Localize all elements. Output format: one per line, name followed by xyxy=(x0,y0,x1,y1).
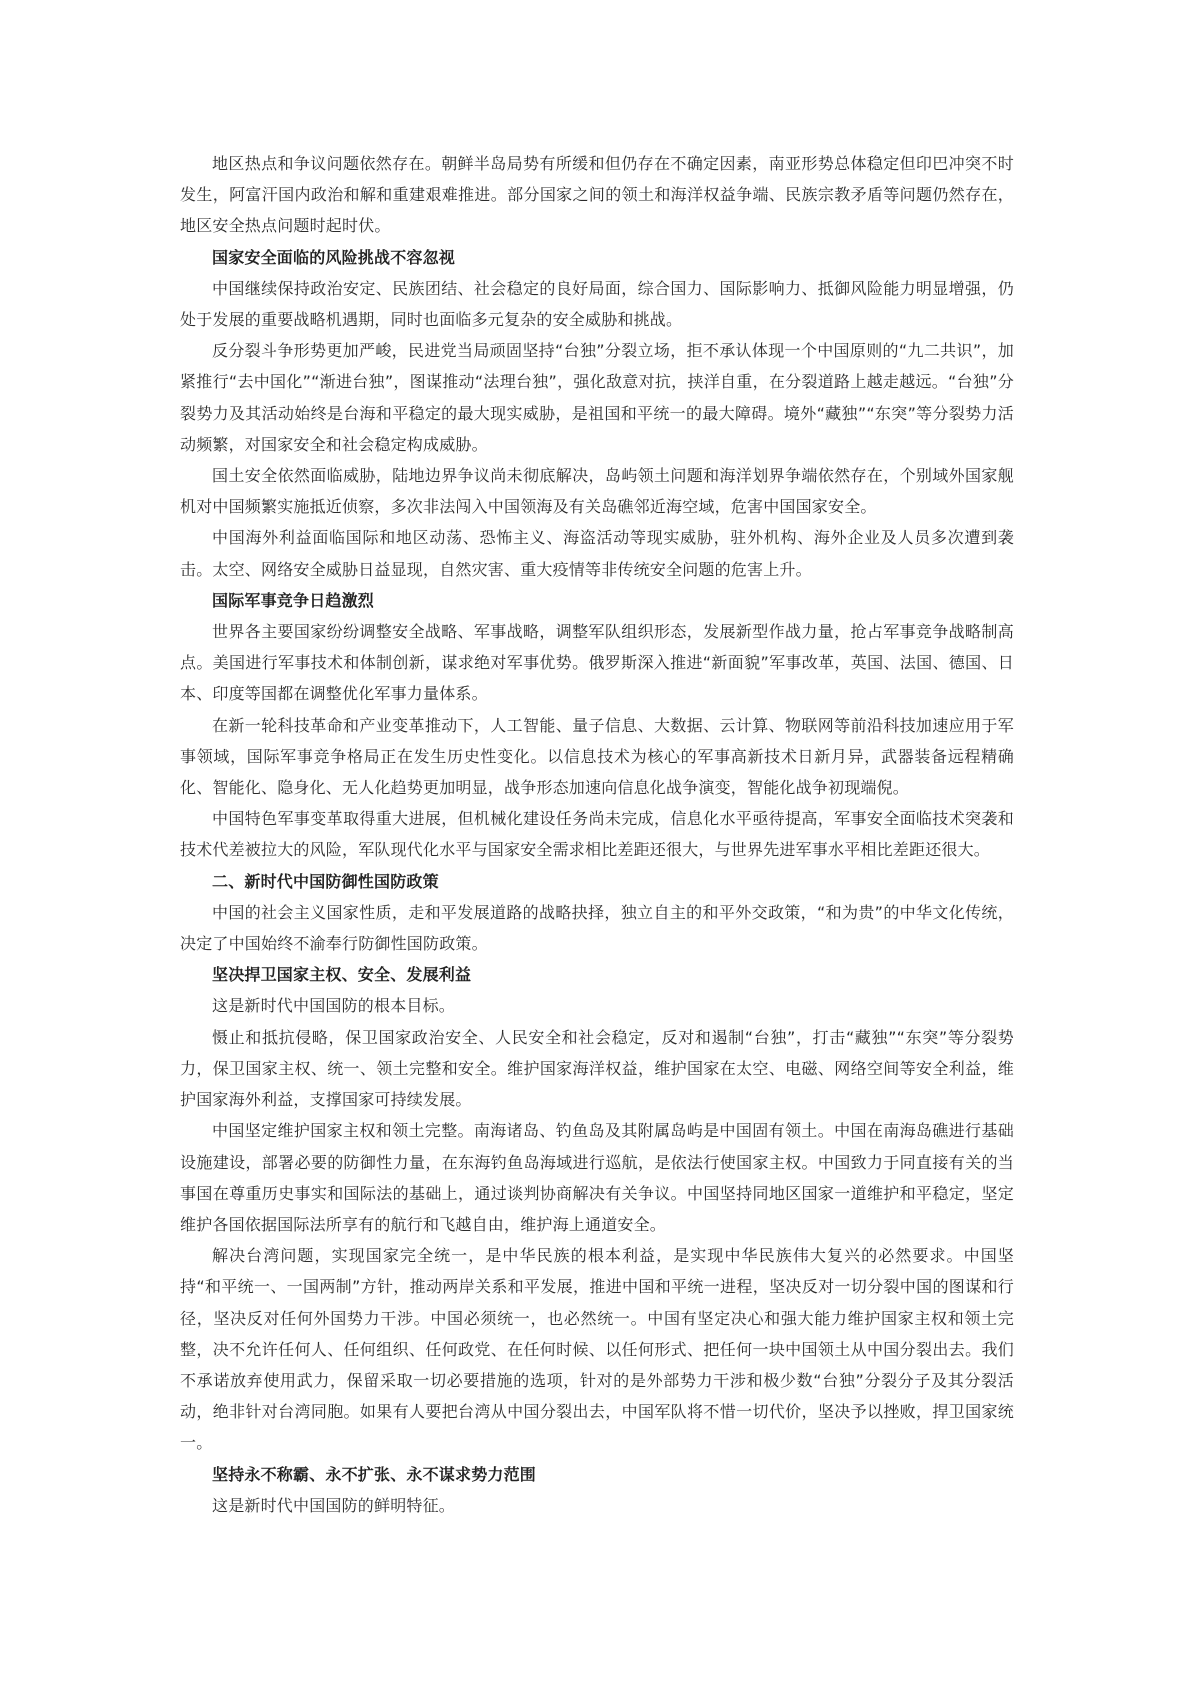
section-heading: 坚决捍卫国家主权、安全、发展利益 xyxy=(212,965,472,985)
paragraph: 解决台湾问题，实现国家完全统一，是中华民族的根本利益，是实现中华民族伟大复兴的必然要求。中国坚持“和平统一、一国两制”方针，推动两岸关系和平发展，推进中国和平统一进程，坚决反对一切分裂中国的图谋和行径，坚决反对任何外国势力干涉。中国必须统一，也必然统一。中国有坚定决心和强大能力维护国家主权和领土完整，决不允许任何人、任何组织、任何政党、在任何时候、以任何形式、把任何一块中国领土从中国分裂出去。我们不承诺放弃使用武力，保留采取一切必要措施的选项，针对的是外部势力干涉和极少数“台独”分裂分子及其分裂活动，绝非针对台湾同胞。如果有人要把台湾从中国分裂出去，中国军队将不惜一切代价，坚决予以挫败，捍卫国家统一。 xyxy=(180,1246,1014,1453)
section-heading: 国家安全面临的风险挑战不容忽视 xyxy=(212,247,456,267)
paragraph: 中国继续保持政治安定、民族团结、社会稳定的良好局面，综合国力、国际影响力、抵御风险能力明显增强，仍处于发展的重要战略机遇期，同时也面临多元复杂的安全威胁和挑战。 xyxy=(180,278,1014,330)
paragraph: 中国的社会主义国家性质，走和平发展道路的战略抉择，独立自主的和平外交政策，“和为贵”的中华文化传统，决定了中国始终不渝奉行防御性国防政策。 xyxy=(180,902,1014,954)
paragraph: 慑止和抵抗侵略，保卫国家政治安全、人民安全和社会稳定，反对和遏制“台独”，打击“藏独”“东突”等分裂势力，保卫国家主权、统一、领土完整和安全。维护国家海洋权益，维护国家在太空、电磁、网络空间等安全利益，维护国家海外利益，支撑国家可持续发展。 xyxy=(180,1027,1014,1110)
paragraph: 这是新时代中国国防的鲜明特征。 xyxy=(212,1495,456,1515)
paragraph: 中国坚定维护国家主权和领土完整。南海诸岛、钓鱼岛及其附属岛屿是中国固有领土。中国在南海岛礁进行基础设施建设，部署必要的防御性力量，在东海钓鱼岛海域进行巡航，是依法行使国家主权。中国致力于同直接有关的当事国在尊重历史事实和国际法的基础上，通过谈判协商解决有关争议。中国坚持同地区国家一道维护和平稳定，坚定维护各国依据国际法所享有的航行和飞越自由，维护海上通道安全。 xyxy=(180,1121,1014,1234)
paragraph: 地区热点和争议问题依然存在。朝鲜半岛局势有所缓和但仍存在不确定因素，南亚形势总体稳定但印巴冲突不时发生，阿富汗国内政治和解和重建艰难推进。部分国家之间的领土和海洋权益争端、民族宗教矛盾等问题仍然存在，地区安全热点问题时起时伏。 xyxy=(180,154,1014,236)
section-heading: 国际军事竞争日趋激烈 xyxy=(212,590,375,610)
paragraph: 中国特色军事变革取得重大进展，但机械化建设任务尚未完成，信息化水平亟待提高，军事安全面临技术突袭和技术代差被拉大的风险，军队现代化水平与国家安全需求相比差距还很大，与世界先进军事水平相比差距还很大。 xyxy=(180,809,1014,860)
document-page xyxy=(180,148,1014,1521)
section-heading: 坚持永不称霸、永不扩张、永不谋求势力范围 xyxy=(212,1464,537,1484)
paragraph: 反分裂斗争形势更加严峻，民进党当局顽固坚持“台独”分裂立场，拒不承认体现一个中国原则的“九二共识”，加紧推行“去中国化”“渐进台独”，图谋推动“法理台独”，强化敌意对抗，挟洋自重，在分裂道路上越走越远。“台独”分裂势力及其活动始终是台海和平稳定的最大现实威胁，是祖国和平统一的最大障碍。境外“藏独”“东突”等分裂势力活动频繁，对国家安全和社会稳定构成威胁。 xyxy=(180,341,1014,454)
paragraph: 世界各主要国家纷纷调整安全战略、军事战略，调整军队组织形态，发展新型作战力量，抢占军事竞争战略制高点。美国进行军事技术和体制创新，谋求绝对军事优势。俄罗斯深入推进“新面貌”军事改革，英国、法国、德国、日本、印度等国都在调整优化军事力量体系。 xyxy=(180,622,1014,704)
paragraph: 国土安全依然面临威胁，陆地边界争议尚未彻底解决，岛屿领土问题和海洋划界争端依然存在，个别域外国家舰机对中国频繁实施抵近侦察，多次非法闯入中国领海及有关岛礁邻近海空域，危害中国国家安全。 xyxy=(180,466,1014,517)
paragraph: 中国海外利益面临国际和地区动荡、恐怖主义、海盗活动等现实威胁，驻外机构、海外企业及人员多次遭到袭击。太空、网络安全威胁日益显现，自然灾害、重大疫情等非传统安全问题的危害上升。 xyxy=(180,528,1014,579)
paragraph: 这是新时代中国国防的根本目标。 xyxy=(212,996,456,1016)
chapter-heading: 二、新时代中国防御性国防政策 xyxy=(212,871,439,891)
paragraph: 在新一轮科技革命和产业变革推动下，人工智能、量子信息、大数据、云计算、物联网等前沿科技加速应用于军事领域，国际军事竞争格局正在发生历史性变化。以信息技术为核心的军事高新技术日新月异，武器装备远程精确化、智能化、隐身化、无人化趋势更加明显，战争形态加速向信息化战争演变，智能化战争初现端倪。 xyxy=(180,715,1014,798)
